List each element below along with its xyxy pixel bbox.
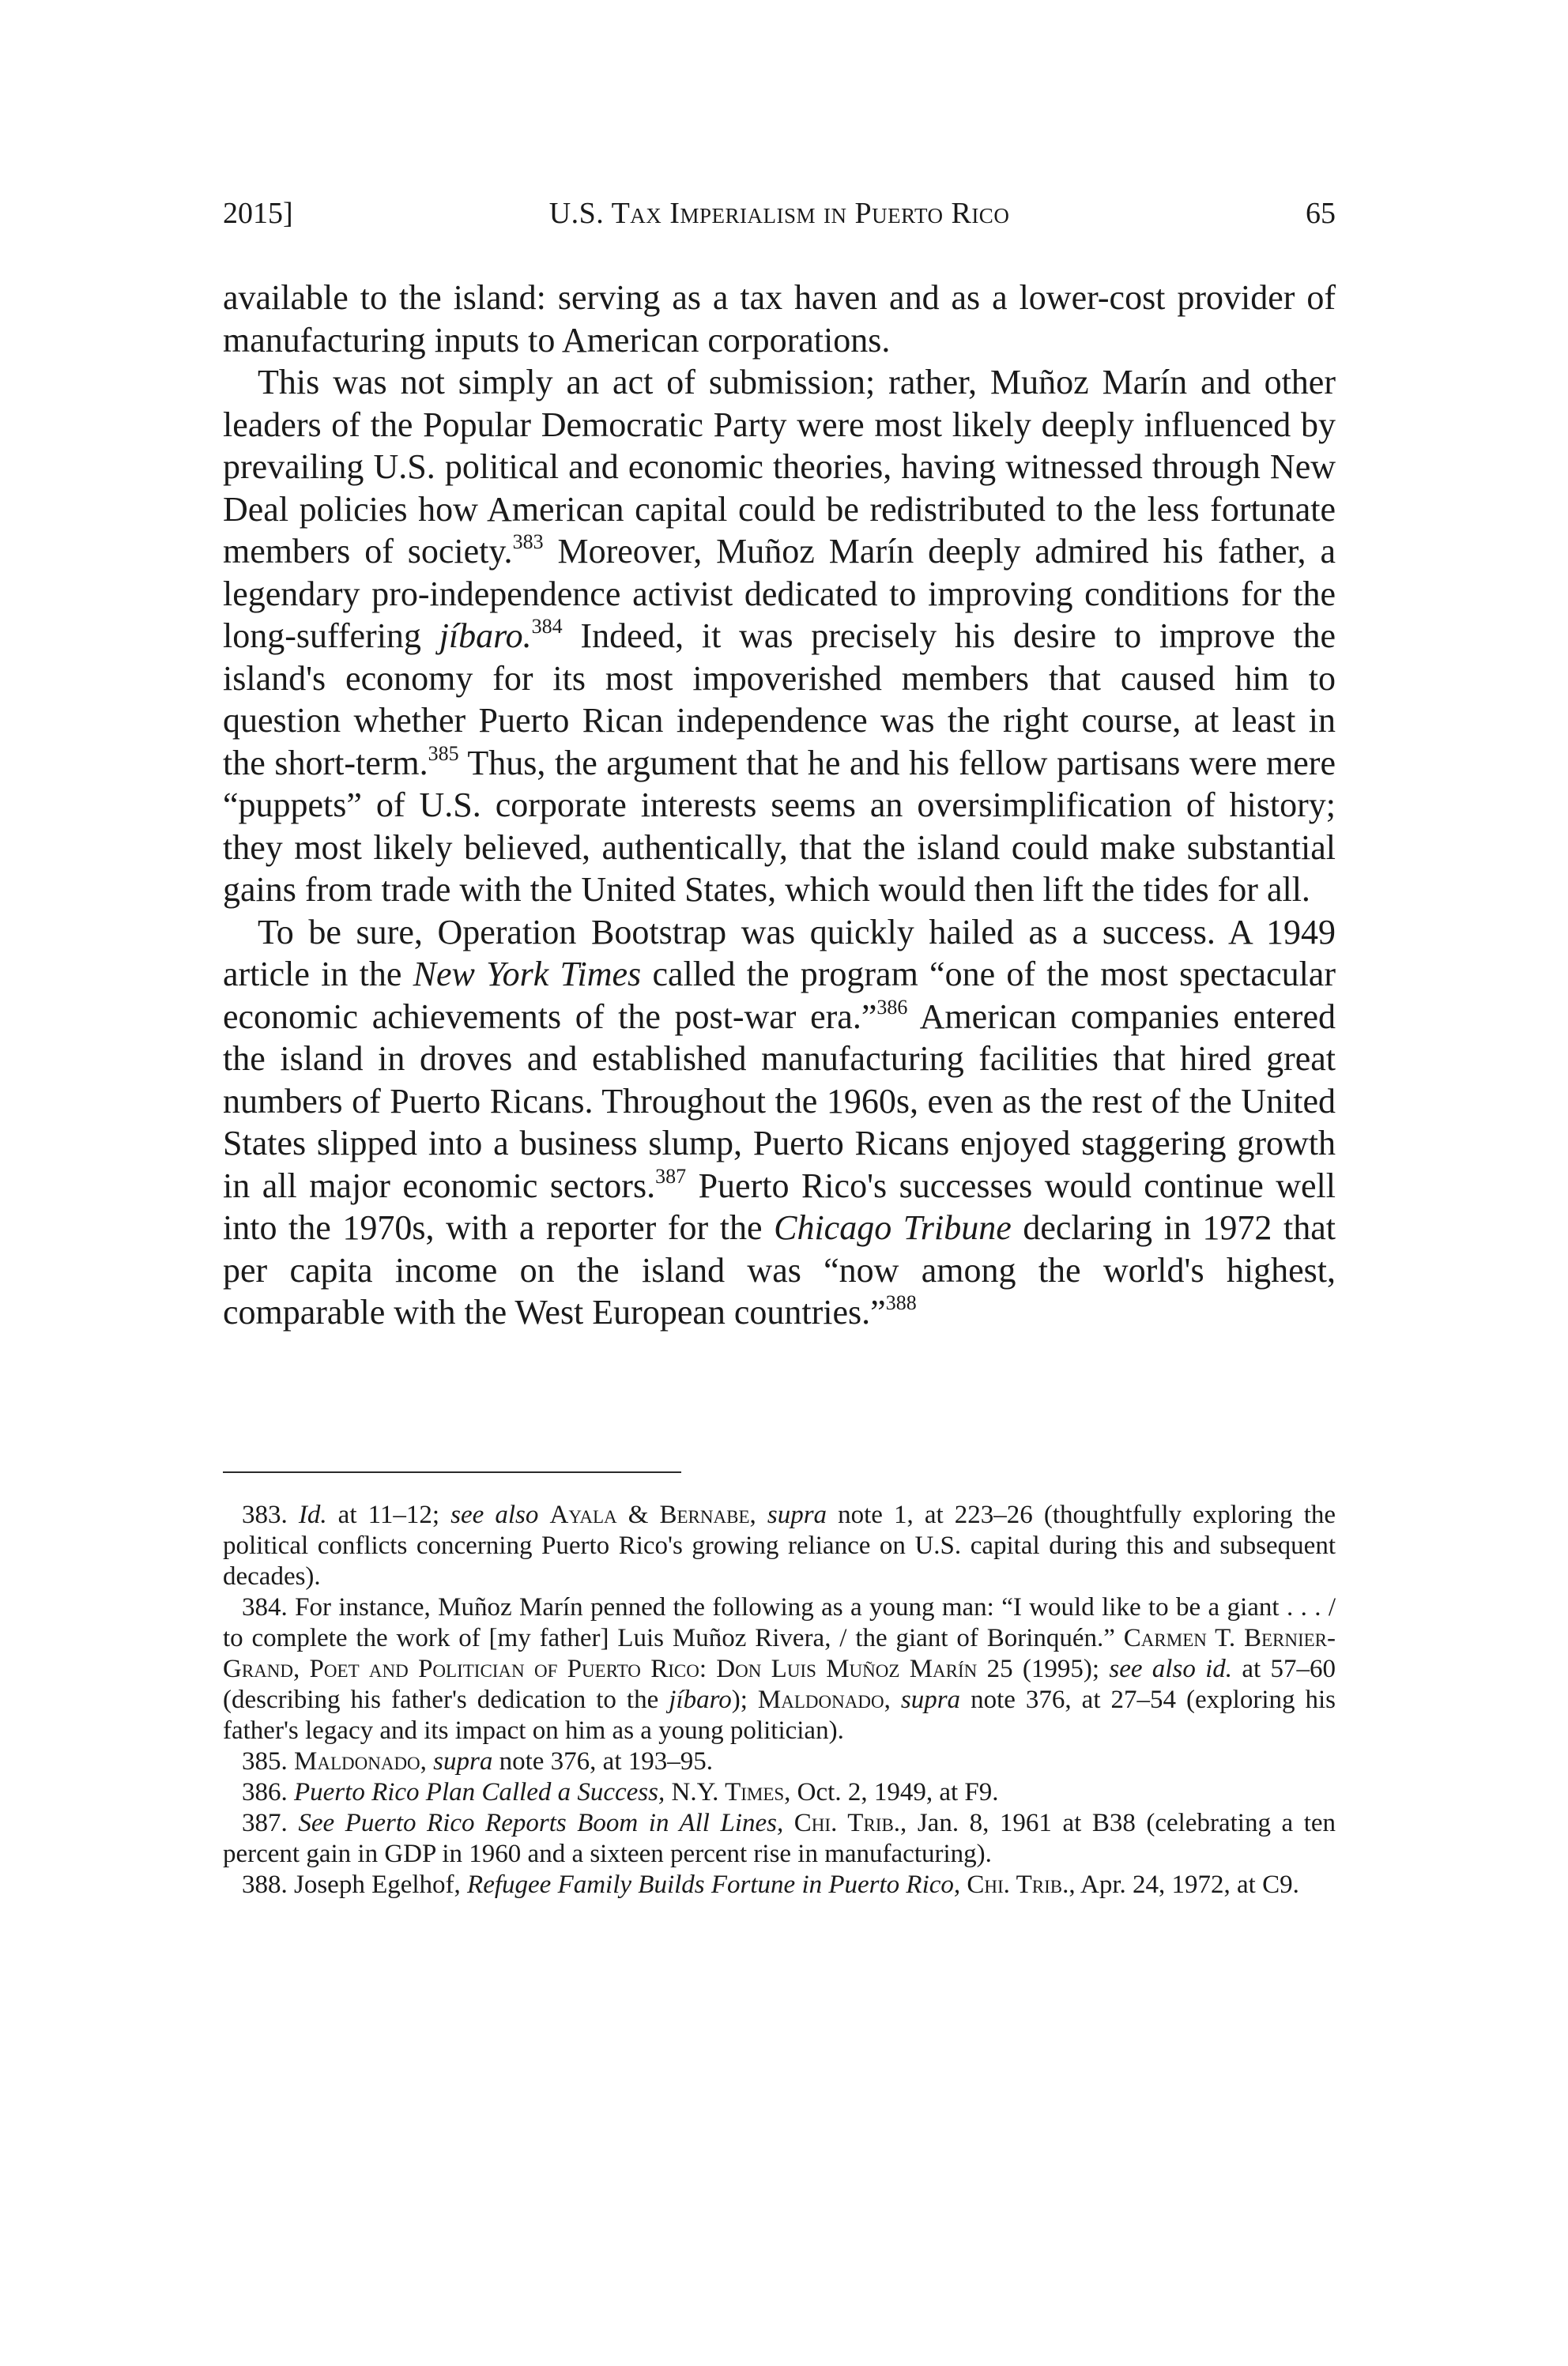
header-year: 2015] [223,197,293,230]
footnote-388-num: 388. [242,1871,288,1899]
footnote-383-supra: supra [767,1501,827,1529]
footnote-383-text-1: at 11–12; [326,1501,451,1529]
jibaro-term: jíbaro. [439,616,532,655]
footnote-384-num: 384. [242,1593,288,1622]
footnote-385-maldonado: Maldonado, [294,1747,427,1776]
footnote-ref-388: 388 [885,1291,917,1314]
paragraph-2-text-b: Moreover, Muñoz Marín deeply admired his father, a legendary pro-independence activist dedicated to improving conditions for the long-suffering [223,532,1336,655]
footnote-383-authors: Ayala & Bernabe, [549,1501,756,1529]
footnote-387-article: Puerto Rico Reports Boom in All Lines, [345,1809,784,1837]
footnote-384-text-3: at 57–60 (describing his father's dedication to the [223,1655,1336,1714]
footnote-384-text-1: For instance, Muñoz Marín penned the following as a young man: “I would like to be a giant . . . / to complete the work of [my father] Luis Muñoz Rivera, / the giant of Borinquén.” [223,1593,1336,1652]
paragraph-3-text-b: called the program “one of the most spectacular economic achievements of the post-war era.” [223,955,1336,1036]
footnote-ref-387: 387 [655,1164,687,1188]
footnote-385 [223,1746,1336,1777]
paragraph-2 [223,361,1336,911]
footnote-388-article: Refugee Family Builds Fortune in Puerto Rico, [467,1871,961,1899]
footnote-384-maldonado: Maldonado, [757,1686,891,1714]
footnote-385-supra: supra [433,1747,493,1776]
footnote-383-id: Id. [298,1501,327,1529]
footnote-383-see-also: see also [450,1501,539,1529]
footnote-388-text-1: Joseph Egelhof, [287,1871,468,1899]
nyt-title: New York Times [413,955,642,993]
footnote-384-supra: supra [900,1686,961,1714]
footnote-383-text-2: note 1, at 223–26 (thoughtfully exploring the political conflicts concerning Puerto Rico's growing reliance on U.S. capital during this and subsequent decades). [223,1501,1336,1591]
paragraph-3 [223,911,1336,1334]
paragraph-1-text: available to the island: serving as a tax haven and as a lower-cost provider of manufacturing inputs to American corporations. [223,278,1336,360]
footnote-385-num: 385. [242,1747,288,1776]
paragraph-1 [223,277,1336,361]
paragraph-3-text-a: To be sure, Operation Bootstrap was quickly hailed as a success. A 1949 article in the [223,912,1336,993]
footnote-384-jibaro: jíbaro [669,1686,732,1714]
footnote-divider [223,1471,681,1473]
page-number: 65 [1306,197,1336,230]
paragraph-3-text-c: American companies entered the island in droves and established manufacturing facilities that hired great numbers of Puerto Ricans. Throughout the 1960s, even as the rest of the United States slipped into a business slump, Puerto Ricans enjoyed staggering growth in all major economic sectors. [223,997,1336,1205]
footnote-387-source: Chi. Trib., [793,1809,907,1837]
footnote-384 [223,1592,1336,1746]
running-header [223,196,1336,235]
footnote-387-num: 387. [242,1809,288,1837]
footnote-383 [223,1500,1336,1592]
footnote-386 [223,1777,1336,1808]
footnote-387-see: See [298,1809,335,1837]
paragraph-2-text-c: Indeed, it was precisely his desire to improve the island's economy for its most impoverished members that caused him to question whether Puerto Rican independence was the right course, at least in the short-term. [223,616,1336,782]
footnote-388-source: Chi. Trib., [967,1871,1076,1899]
footnote-383-num: 383. [242,1501,288,1529]
header-title: U.S. Tax Imperialism in Puerto Rico [548,197,1010,230]
footnote-385-text-1: note 376, at 193–95. [492,1747,713,1776]
paragraph-2-text-d: Thus, the argument that he and his fellow partisans were mere “puppets” of U.S. corporate interests seems an oversimplification of history; they most likely believed, authentically, that the island could make substantial gains from trade with the United States, which would then lift the tides for all. [223,743,1336,909]
chicago-tribune-title: Chicago Tribune [774,1208,1012,1247]
footnote-387-text-1: Jan. 8, 1961 at B38 (celebrating a ten percent gain in GDP in 1960 and a sixteen percent rise in manufacturing). [223,1809,1336,1868]
footnote-ref-385: 385 [428,741,459,765]
footnote-388 [223,1870,1336,1901]
footnote-386-article: Puerto Rico Plan Called a Success, [294,1778,665,1807]
footnote-384-text-4: ); [731,1686,758,1714]
paragraph-3-text-d: Puerto Rico's successes would continue well into the 1970s, with a reporter for the [223,1166,1336,1247]
main-text [223,277,1336,1334]
footnote-387 [223,1808,1336,1870]
footnote-386-source: N.Y. Times, [671,1778,791,1807]
footnote-384-text-5: note 376, at 27–54 (exploring his father's legacy and its impact on him as a young politician). [223,1686,1336,1745]
footnotes [223,1500,1336,1901]
footnote-388-text-2: Apr. 24, 1972, at C9. [1075,1871,1299,1899]
paragraph-3-text-e: declaring in 1972 that per capita income on the island was “now among the world's highest, comparable with the West European countries.” [223,1208,1336,1332]
footnote-384-book: Carmen T. Bernier-Grand, Poet and Politician of Puerto Rico: Don Luis Muñoz Marín [223,1624,1336,1683]
footnote-384-text-2: 25 (1995); [977,1655,1110,1683]
paragraph-2-text-a: This was not simply an act of submission; rather, Muñoz Marín and other leaders of the Popular Democratic Party were most likely deeply influenced by prevailing U.S. political and economic theories, having witnessed through New Deal policies how American capital could be redistributed to the less fortunate members of society. [223,363,1336,571]
footnote-386-text-1: Oct. 2, 1949, at F9. [790,1778,999,1807]
footnote-384-see-also-id: see also id. [1109,1655,1233,1683]
footnote-ref-384: 384 [531,615,563,638]
footnote-ref-383: 383 [512,530,544,553]
footnote-ref-386: 386 [876,995,908,1019]
footnote-386-num: 386. [242,1778,288,1807]
